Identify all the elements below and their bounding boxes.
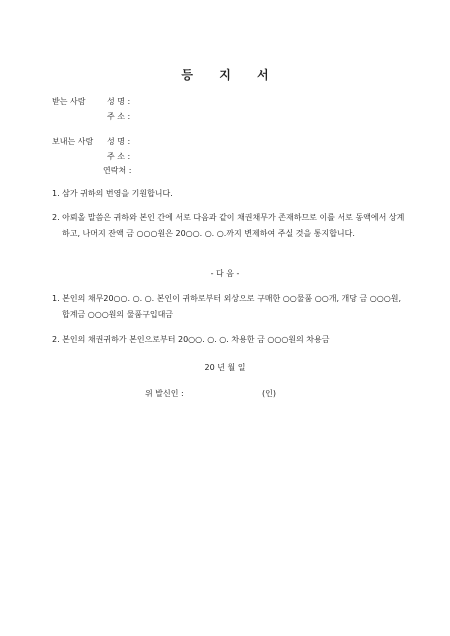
receiver-address-label: 주 소 : xyxy=(107,112,131,121)
title-char-3: 서 xyxy=(256,68,269,82)
paragraph-1: 1. 삼가 귀하의 번영을 기원합니다. xyxy=(52,189,173,198)
receiver-name-label: 성 명 : xyxy=(107,97,131,106)
next-heading: - 다 음 - xyxy=(210,269,240,278)
date-line: 20 년 월 일 xyxy=(204,363,246,372)
sender-name-label: 성 명 : xyxy=(107,137,131,146)
item-2: 2. 본인의 채권귀하가 본인으로부터 20○○. ○. ○. 차용한 금 ○○○원의 차용금 xyxy=(52,335,330,344)
title-char-2: 지 xyxy=(219,68,231,82)
sender-section-label: 보내는 사람 xyxy=(52,137,94,146)
signature-seal: (인) xyxy=(262,389,276,398)
item-1: 1. 본인의 채무20○○. ○. ○. 본인이 귀하로부터 외상으로 구매한 ○○물품 ○○개, 개당 금 ○○○원, 합계금 ○○○원의 물품구입대금 xyxy=(52,294,402,319)
sender-address-label: 주 소 : xyxy=(107,152,131,161)
receiver-section-label: 받는 사람 xyxy=(52,97,86,106)
sender-contact-label: 연락처 : xyxy=(103,166,132,175)
signature-label: 위 발신인 : xyxy=(145,389,184,398)
paragraph-2: 2. 아뢰올 말씀은 귀하와 본인 간에 서로 다음과 같이 채권채무가 존재하므로 이를 서로 동액에서 상계하고, 나머지 잔액 금 ○○○원은 20○○. ○. ○.까지 변제하여 주실 것을 통지합니다. xyxy=(52,213,405,238)
document-title xyxy=(0,66,450,83)
title-char-1: 등 xyxy=(181,68,194,82)
